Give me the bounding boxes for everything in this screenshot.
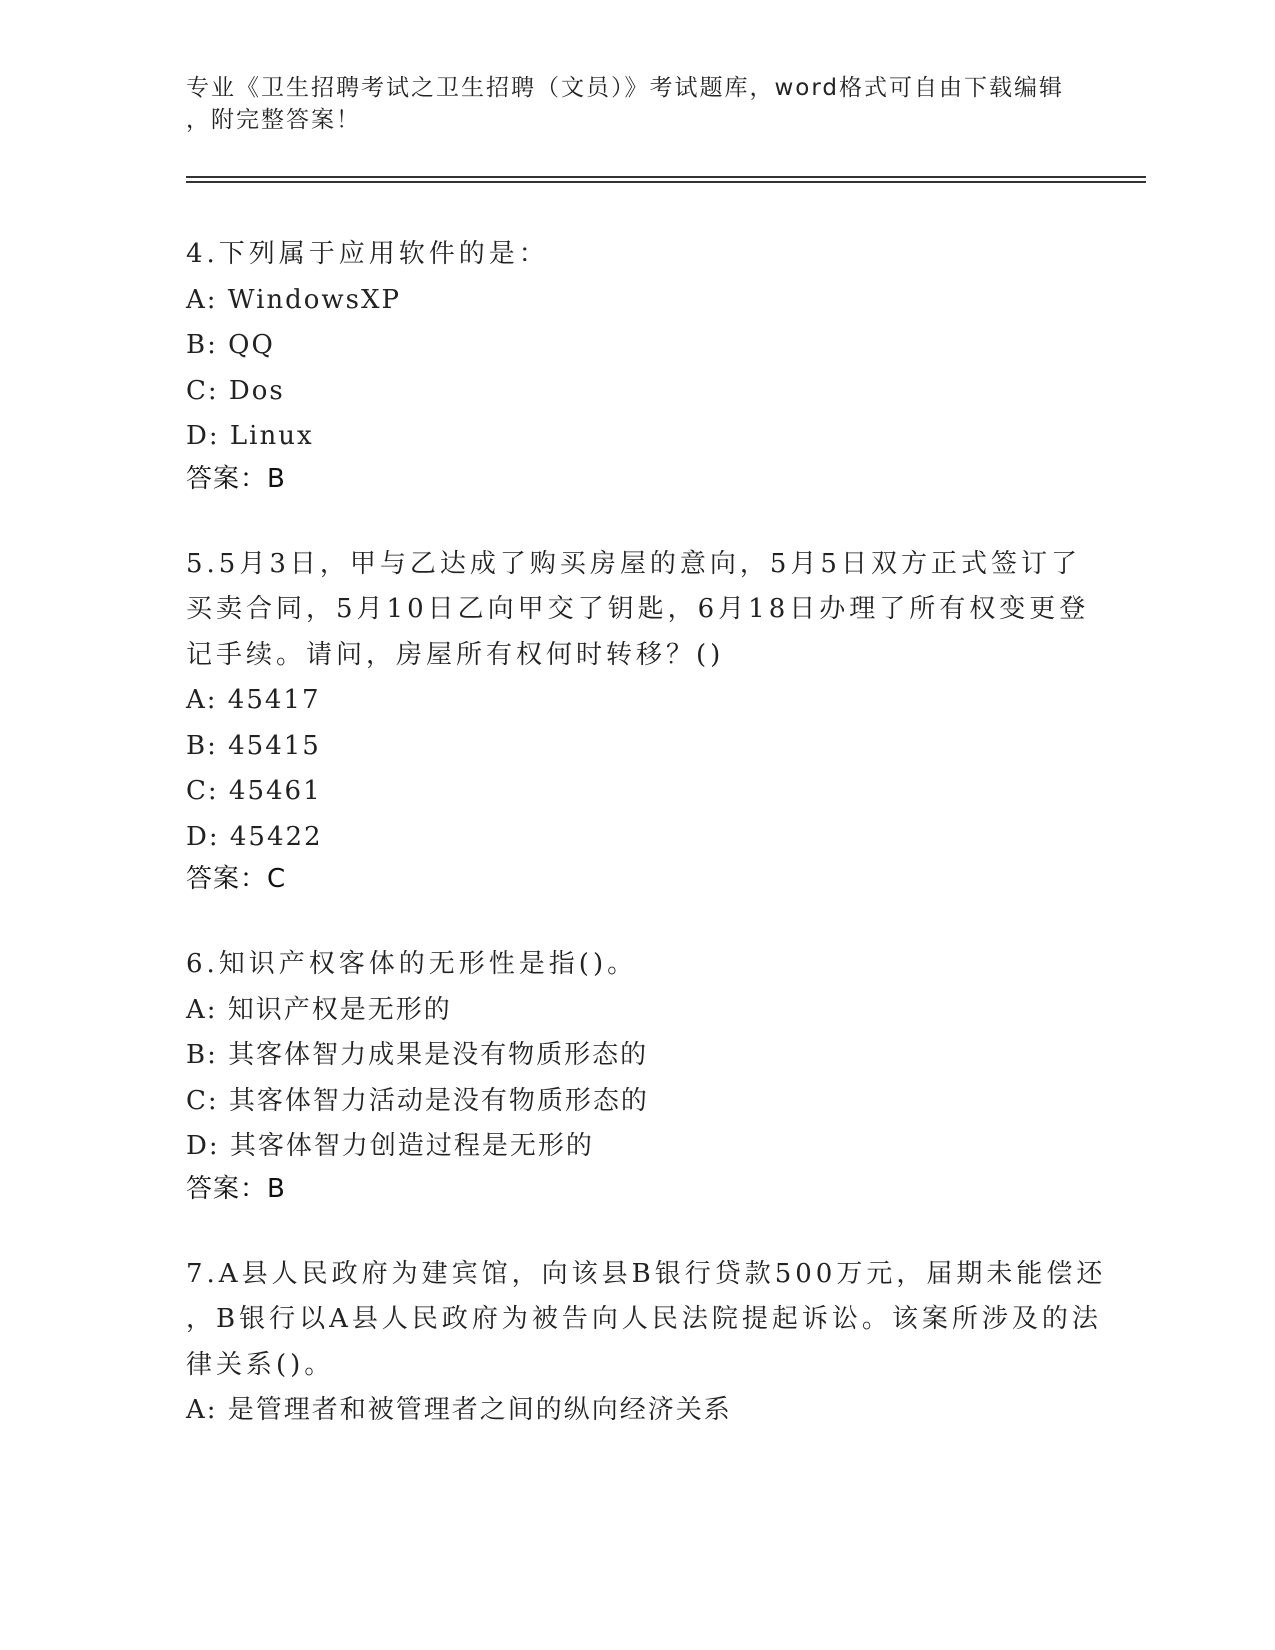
answer-line: 答案：B: [186, 1173, 286, 1204]
option-a: A: WindowsXP: [186, 284, 402, 315]
question-5: [186, 542, 1090, 899]
header-line-1: 专业《卫生招聘考试之卫生招聘（文员）》考试题库，word格式可自由下载编辑: [186, 75, 1065, 101]
header-divider-top: [186, 176, 1146, 178]
option-a: A: 45417: [186, 685, 321, 715]
option-d: D: 45422: [186, 821, 323, 852]
question-text: 4.下列属于应用软件的是：: [186, 239, 549, 269]
option-b: B: QQ: [186, 330, 275, 360]
question-text: 6.知识产权客体的无形性是指()。: [186, 949, 638, 979]
question-4: [186, 232, 1086, 498]
option-d: D: Linux: [186, 421, 314, 451]
option-c: C: 其客体智力活动是没有物质形态的: [186, 1085, 649, 1116]
header-divider-bottom: [186, 181, 1146, 183]
option-c: C: 45461: [186, 776, 322, 806]
question-text: 买卖合同，5月10日乙向甲交了钥匙，6月18日办理了所有权变更登: [186, 594, 1090, 624]
document-header: [186, 72, 1066, 136]
option-c: C: Dos: [186, 375, 285, 406]
question-text: 记手续。请问，房屋所有权何时转移？(): [186, 639, 725, 670]
question-text: 7.A县人民政府为建宾馆，向该县B银行贷款500万元，届期未能偿还: [186, 1258, 1107, 1289]
option-a: A: 是管理者和被管理者之间的纵向经济关系: [186, 1395, 732, 1425]
answer-line: 答案：B: [186, 463, 286, 494]
question-text: 律关系()。: [186, 1349, 335, 1380]
question-7: [186, 1252, 1107, 1434]
option-b: B: 其客体智力成果是没有物质形态的: [186, 1040, 649, 1070]
option-a: A: 知识产权是无形的: [186, 994, 452, 1025]
question-6: [186, 942, 1086, 1208]
option-d: D: 其客体智力创造过程是无形的: [186, 1131, 594, 1161]
question-list: [186, 232, 1107, 1478]
answer-line: 答案：C: [186, 864, 287, 894]
question-text: ，B银行以A县人民政府为被告向人民法院提起诉讼。该案所涉及的法: [186, 1304, 1102, 1334]
option-b: B: 45415: [186, 730, 321, 761]
question-text: 5.5月3日，甲与乙达成了购买房屋的意向，5月5日双方正式签订了: [186, 548, 1081, 579]
header-line-2: ，附完整答案！: [186, 107, 361, 133]
